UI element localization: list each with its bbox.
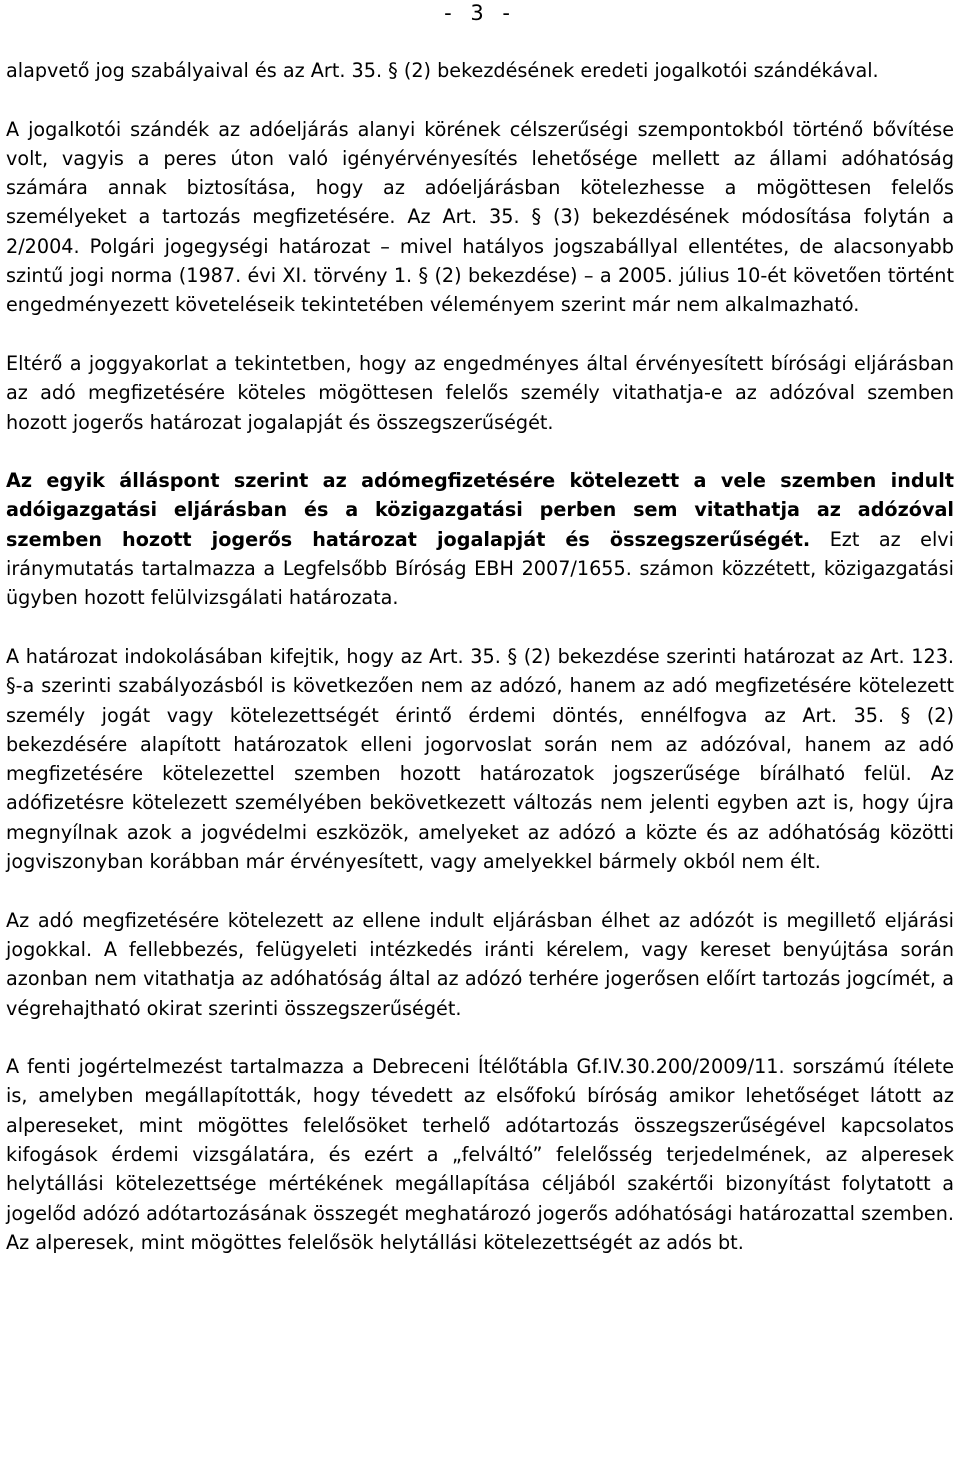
paragraph-7: A fenti jogértelmezést tartalmazza a Debreceni Ítélőtábla Gf.IV.30.200/2009/11. sorszámú ítélete is, amelyben megállapították, hogy tévedett az elsőfokú bíróság amikor lehetőséget látott az alpereseket, mint mögöttes felelősöket terhelő adótartozás összegszerűségével kapcsolatos kifogások érdemi vizsgálatára, és ezért a „felváltó” felelősség terjedelmének, az alperesek helytállási kötelezettsége mértékének megállapítása céljából szakértői bizonyítást folytatott a jogelőd adózó adótartozásának összegét meghatározó jogerős adóhatósági határozattal szemben. Az alperesek, mint mögöttes felelősök helytállási kötelezettségét az adós bt. <box>6 1055 954 1254</box>
paragraph-2: A jogalkotói szándék az adóeljárás alanyi körének célszerűségi szempontokból történő bővítése volt, vagyis a peres úton való igényérvényesítés lehetősége mellett az állami adóhatóság számára annak biztosítása, hogy az adóeljárásban kötelezhesse a mögöttesen felelős személyeket a tartozás megfizetésére. Az Art. 35. § (3) bekezdésének módosítása folytán a 2/2004. Polgári jogegységi határozat – mivel hatályos jogszabállyal ellentétes, de alacsonyabb szintű jogi norma (1987. évi XI. törvény 1. § (2) bekezdése) – a 2005. július 10-ét követően történt engedményezett követeléseik tekintetében véleményem szerint már nem alkalmazható. <box>6 117 954 317</box>
page-number: - 3 - <box>444 1 516 25</box>
document-page <box>6 0 954 1257</box>
paragraph-5: A határozat indokolásában kifejtik, hogy az Art. 35. § (2) bekezdése szerinti határozat az Art. 123. §-a szerinti szabályozásból is következően nem az adózó, hanem az adó megfizetésére kötelezett személy jogát vagy kötelezettségét érintő érdemi döntés, ennélfogva az Art. 35. § (2) bekezdésére alapított határozatok elleni jogorvoslat során nem az adózóval, hanem az adó megfizetésére kötelezettel szemben hozott határozatok jogszerűsége bírálható felül. Az adófizetésre kötelezett személyében bekövetkezett változás nem jelenti egyben azt is, hogy újra megnyílnak azok a jogvédelmi eszközök, amelyeket az adózó a közte és az adóhatóság közötti jogviszonyban korábban már érvényesített, vagy amelyekkel bármely okból nem élt. <box>6 644 954 874</box>
paragraph-6: Az adó megfizetésére kötelezett az ellene indult eljárásban élhet az adózót is megillető eljárási jogokkal. A fellebbezés, felügyeleti intézkedés iránti kérelem, vagy kereset benyújtása során azonban nem vitathatja az adóhatóság által az adózó terhére jogerősen előírt tartozás jogcímét, a végrehajtható okirat szerinti összegszerűségét. <box>6 908 954 1020</box>
paragraph-3: Eltérő a joggyakorlat a tekintetben, hogy az engedményes által érvényesített bírósági eljárásban az adó megfizetésére köteles mögöttesen felelős személy vitathatja-e az adózóval szemben hozott jogerős határozat jogalapját és összegszerűségét. <box>6 351 954 434</box>
paragraph-4-text: Ezt az elvi iránymutatás tartalmazza a Legfelsőbb Bíróság EBH 2007/1655. számon közzétett, közigazgatási ügyben hozott felülvizsgálati határozata. <box>6 527 954 610</box>
paragraph-4 <box>6 466 954 612</box>
paragraph-1: alapvető jog szabályaival és az Art. 35. § (2) bekezdésének eredeti jogalkotói szándékával. <box>6 59 879 82</box>
paragraph-4-bold-lead: Az egyik álláspont szerint az adómegfizetésére kötelezett a vele szemben indult adóigazgatási eljárásban és a közigazgatási perben sem vitathatja az adózóval szemben hozott jogerős határozat jogalapját és összegszerűségét. <box>6 469 954 551</box>
